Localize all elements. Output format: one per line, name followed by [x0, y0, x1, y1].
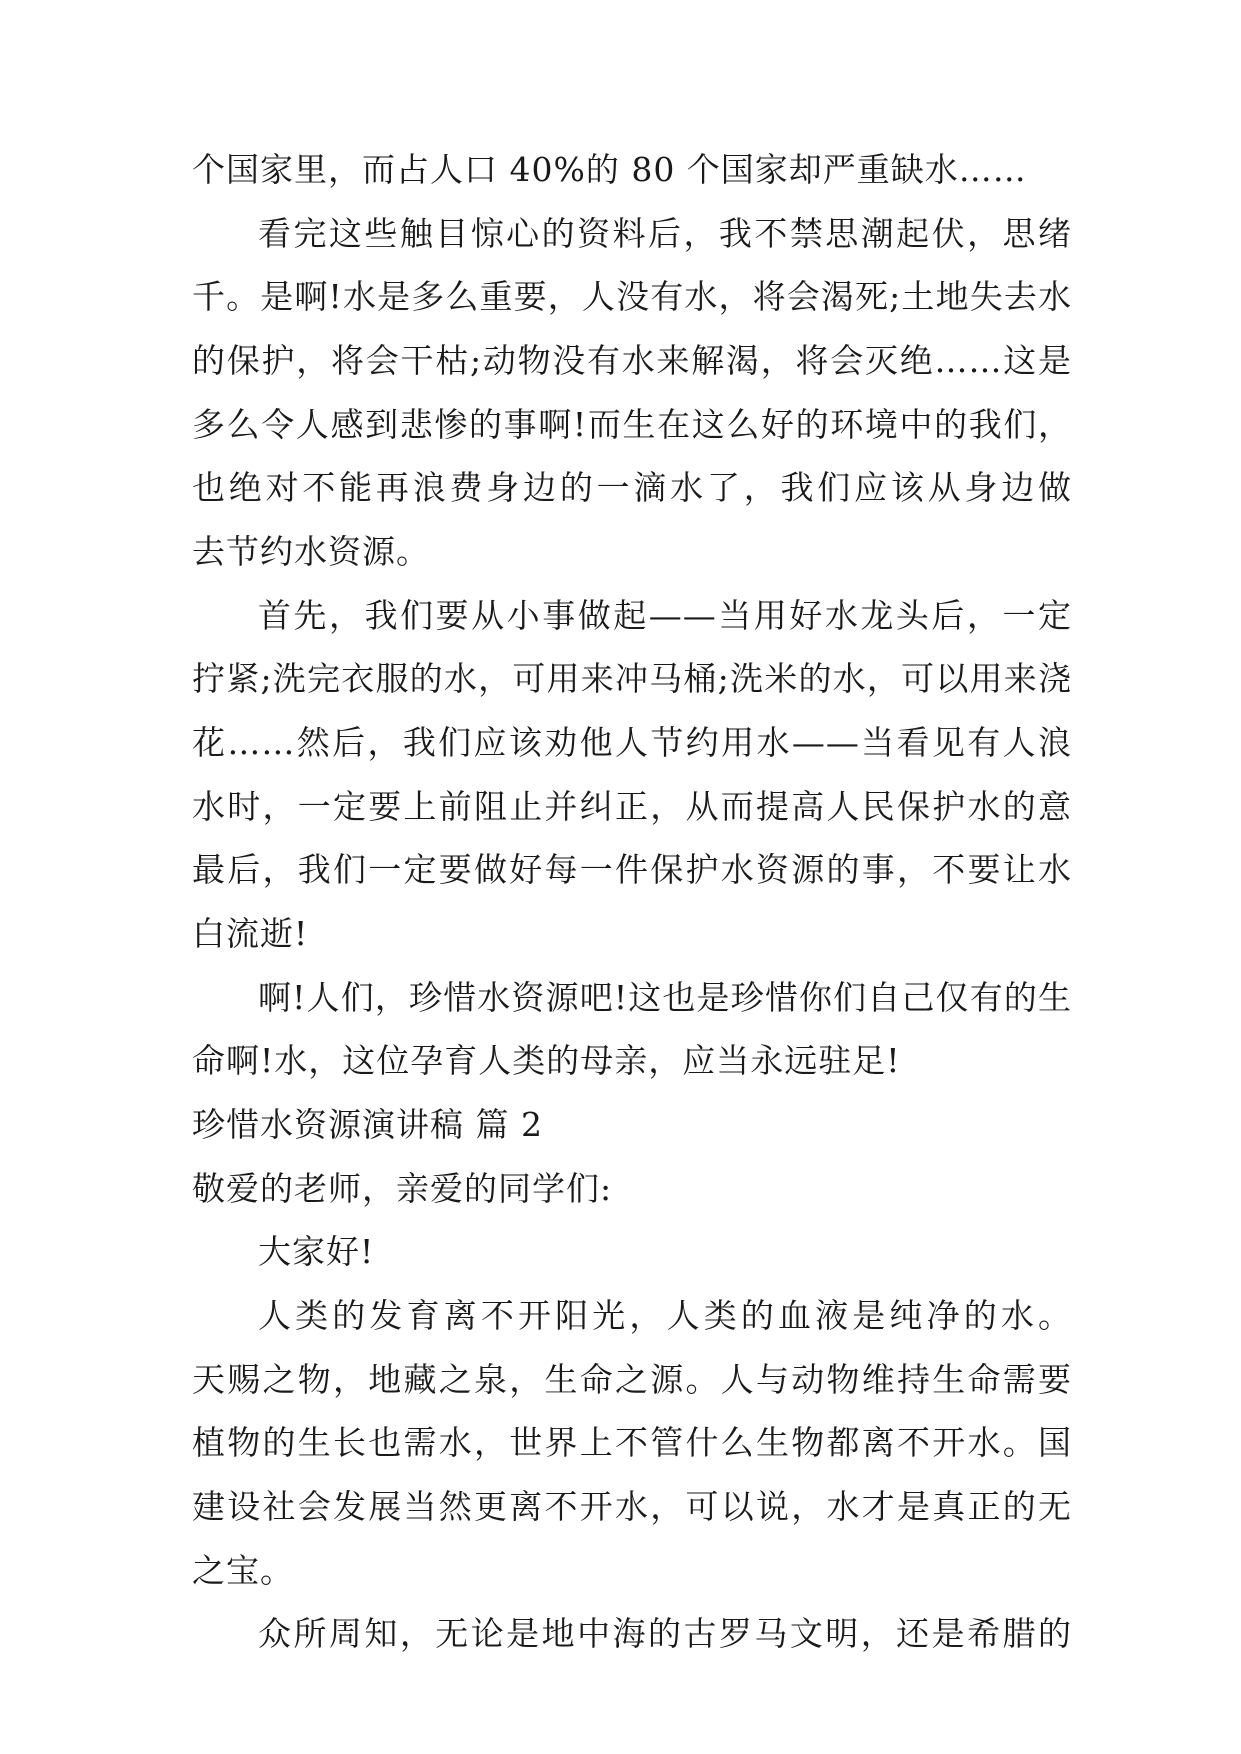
text-line: 之宝。	[192, 1551, 294, 1590]
text-line: 的保护，将会干枯;动物没有水来解渴，将会灭绝……这是	[192, 341, 1072, 380]
text-line: 拧紧;洗完衣服的水，可用来冲马桶;洗米的水，可以用来浇	[192, 659, 1072, 698]
paragraph-first-line: 看完这些触目惊心的资料后，我不禁思潮起伏，思绪	[258, 214, 1072, 253]
text-line: 最后，我们一定要做好每一件保护水资源的事，不要让水	[192, 850, 1072, 889]
section-heading: 珍惜水资源演讲稿 篇 2	[192, 1105, 543, 1144]
paragraph-first-line: 人类的发育离不开阳光，人类的血液是纯净的水。	[258, 1296, 1072, 1335]
text-line: 个国家里，而占人口 40%的 80 个国家却严重缺水……	[192, 150, 1027, 189]
text-line: 多么令人感到悲惨的事啊!而生在这么好的环境中的我们，	[192, 405, 1072, 444]
text-line: 建设社会发展当然更离不开水，可以说，水才是真正的无	[192, 1487, 1072, 1526]
salutation: 敬爱的老师，亲爱的同学们:	[192, 1169, 613, 1208]
text-line: 白流逝!	[192, 914, 309, 953]
greeting: 大家好!	[258, 1232, 375, 1271]
text-line: 天赐之物，地藏之泉，生命之源。人与动物维持生命需要	[192, 1360, 1072, 1399]
text-line: 命啊!水，这位孕育人类的母亲，应当永远驻足!	[192, 1041, 901, 1080]
paragraph-first-line: 首先，我们要从小事做起——当用好水龙头后，一定	[258, 596, 1072, 635]
text-line: 花……然后，我们应该劝他人节约用水——当看见有人浪	[192, 723, 1072, 762]
paragraph-first-line: 啊!人们，珍惜水资源吧!这也是珍惜你们自己仅有的生	[258, 978, 1072, 1017]
text-line: 千。是啊!水是多么重要，人没有水，将会渴死;土地失去水	[192, 277, 1072, 316]
text-line: 也绝对不能再浪费身边的一滴水了，我们应该从身边做	[192, 468, 1072, 507]
text-line: 去节约水资源。	[192, 532, 430, 571]
text-line: 水时，一定要上前阻止并纠正，从而提高人民保护水的意	[192, 787, 1072, 826]
text-line: 植物的生长也需水，世界上不管什么生物都离不开水。国	[192, 1423, 1072, 1462]
paragraph-first-line: 众所周知，无论是地中海的古罗马文明，还是希腊的	[258, 1614, 1072, 1653]
